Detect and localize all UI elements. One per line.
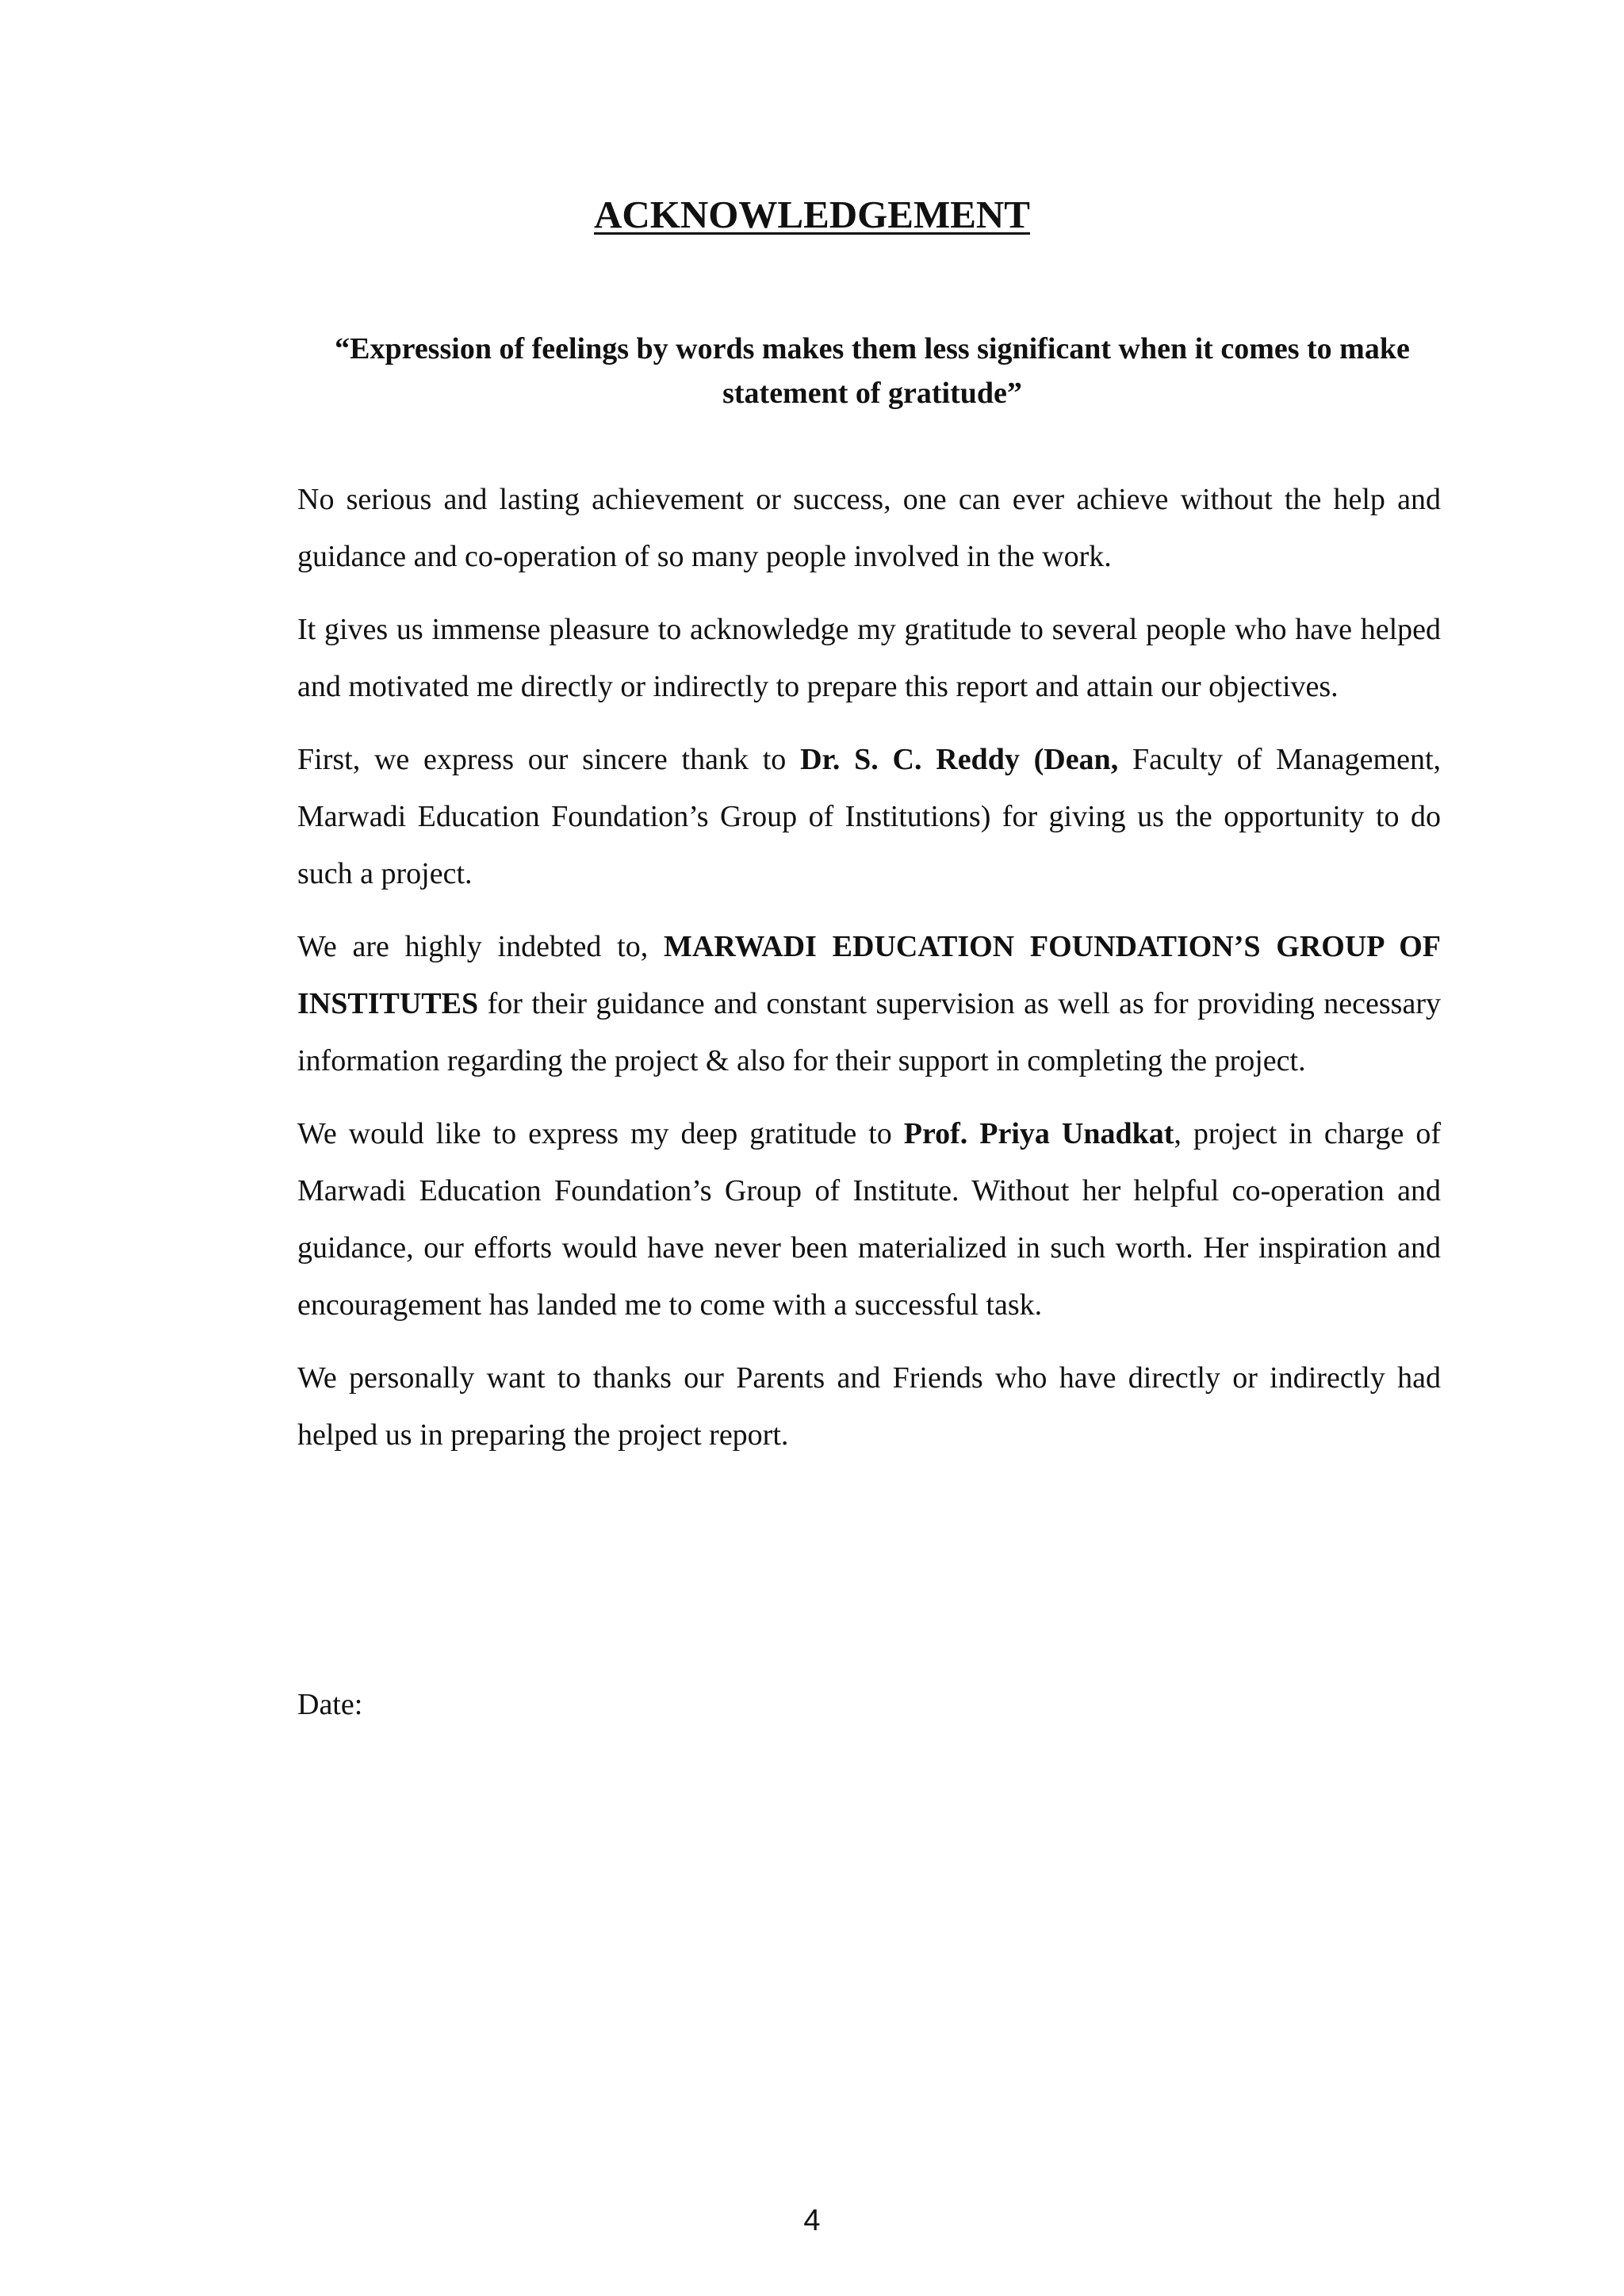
paragraph-5-text-before: We would like to express my deep gratitude to xyxy=(297,1117,904,1150)
page-number: 4 xyxy=(803,2204,821,2237)
institute-name: MARWADI EDUCATION FOUNDATION’S GROUP OF INSTITUTES xyxy=(297,930,1441,1020)
paragraph-3 xyxy=(297,731,1441,902)
page-title: ACKNOWLEDGEMENT xyxy=(594,193,1030,236)
dean-name: Dr. S. C. Reddy (Dean, xyxy=(800,743,1119,776)
paragraph-3-text-before: First, we express our sincere thank to xyxy=(297,743,801,776)
paragraph-6: We personally want to thanks our Parents and Friends who have directly or indirectly had helped us in preparing the project report. xyxy=(297,1361,1441,1452)
paragraph-2: It gives us immense pleasure to acknowledge my gratitude to several people who have helped and motivated me directly or indirectly to prepare this report and attain our objectives. xyxy=(297,613,1441,703)
paragraph-4-text-before: We are highly indebted to, xyxy=(297,930,665,963)
paragraph-3-text-after: Faculty of Management, Marwadi Education Foundation’s Group of Institutions) for giving us the opportunity to do such a project. xyxy=(297,743,1442,890)
date-label: Date: xyxy=(297,1688,363,1721)
paragraph-4-text-after: for their guidance and constant supervision as well as for providing necessary information regarding the project & also for their support in completing the project. xyxy=(297,987,1441,1077)
acknowledgement-body xyxy=(297,471,1441,1479)
paragraph-1: No serious and lasting achievement or success, one can ever achieve without the help and guidance and co-operation of so many people involved in the work. xyxy=(297,483,1441,573)
paragraph-5 xyxy=(297,1105,1441,1334)
paragraph-4 xyxy=(297,918,1441,1089)
paragraph-5-text-after: , project in charge of Marwadi Education Foundation’s Group of Institute. Without her helpful co-operation and guidance, our efforts would have never been materialized in such worth. Her inspiration and encouragement has landed me to come with a successful task. xyxy=(297,1117,1442,1322)
project-incharge-name: Prof. Priya Unadkat xyxy=(903,1117,1174,1150)
gratitude-quote: “Expression of feelings by words makes them less significant when it comes to make statement of gratitude” xyxy=(335,332,1410,410)
